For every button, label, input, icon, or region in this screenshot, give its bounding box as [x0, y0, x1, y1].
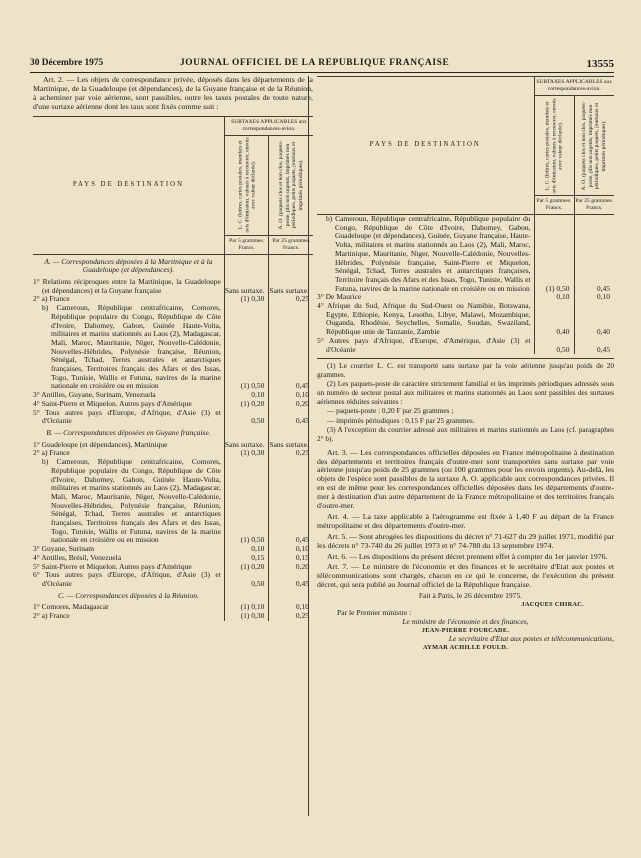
lc-rate: Sans surtaxe.: [224, 441, 269, 450]
table-row: [33, 409, 313, 426]
left-column: [33, 76, 313, 621]
destination-label: 4° Afrique du Sud, Afrique du Sud-Ouest ou Namibie, Botswana, Egypte, Ethiopie, Kenya, Lesotho, Libye, Malawi, Mozambique, Ouganda, Rhodésie, Seychelles, Somalie, Soudan, Swaziland, République unie de Tanzanie, Zambie: [317, 301, 531, 337]
article-7: Art. 7. — Le ministre de l'économie et des finances et le secrétaire d'Etat aux postes et télécommunications sont chargés, chacun en ce qui le concerne, de l'exécution du présent décret, qui sera publié au Journal officiel de la République française.: [317, 562, 614, 590]
ao-rate: 0,40: [574, 302, 614, 337]
destination-label: 1° Relations réciproques entre la Martinique, la Guadeloupe (et dépendances) et la Guyane française: [33, 277, 221, 295]
destination-label: b) Cameroun, République centrafricaine, Comores, République populaire du Congo, République de Côte d'Ivoire, Dahomey, Gabon, Guinée Haute-Volta, militaires et marins stationnés au Laos (2), Madagascar, Mali, Maroc, Mauritanie, Niger, Nouvelle-Calédonie, Nouvelles-Hébrides, Polynésie française, Réunion, Sénégal, Tchad, Terres australes et antarctiques françaises, Territoires français des Afars et des Issas, Togo, Tunisie, Wallis et Futuna, navires de la marine nationale en croisière ou en mission: [42, 303, 221, 391]
footnote: (3) A l'exception du courrier adressé aux militaires et marins stationnés au Laos (cf. paragraphes 2° b).: [317, 425, 614, 443]
table-row: [317, 337, 614, 354]
table-row: [33, 426, 313, 441]
lc-rate: (1) 0,30: [224, 449, 269, 458]
ao-rate: 0,20: [269, 400, 313, 409]
ao-rate: 0,45: [269, 409, 313, 426]
table-head-ao-right: A. O. (paquets clos et non clos, paquets-poste, plis non urgents, imprimés non périodiques, petits paquets, journaux et imprimés périodiques).: [574, 96, 614, 196]
destination-label: b) Cameroun, République centrafricaine, Comores, République populaire du Congo, République de Côte d'Ivoire, Dahomey, Gabon, Guinée Haute-Volta, militaires et marins stationnés au Laos (2), Madagascar, Mali, Maroc, Mauritanie, Niger, Nouvelle-Calédonie, Nouvelles-Hébrides, Polynésie française, Réunion, Sénégal, Tchad, Terres australes et antarctiques françaises, Territoires français des Afars et des Issas, Togo, Tunisie, Wallis et Futuna, navires de la marine nationale en croisière ou en mission: [42, 457, 221, 545]
lc-rate: 0,15: [224, 554, 269, 563]
ao-rate: Sans surtaxe.: [269, 278, 313, 295]
destination-label: C. — Correspondances déposées à la Réunion.: [57, 590, 199, 600]
ao-rate: 0,45: [269, 304, 313, 391]
table-head-destination-right: PAYS DE DESTINATION: [317, 77, 534, 215]
table-head-unit-lc: Par 5 grammes. Francs.: [224, 235, 269, 254]
lc-rate: [224, 426, 269, 441]
destination-label: 3° De Maurice: [317, 292, 362, 302]
header-rule: [30, 72, 614, 73]
signer-fould: AYMAR ACHILLE FOULD.: [422, 643, 508, 651]
destination-label: 3° Guyane, Surinam: [33, 544, 95, 554]
destination-label: 2° a) France: [33, 448, 70, 458]
ao-rate: 0,25: [269, 612, 313, 621]
secretary-ptt-title: Le secrétaire d'Etat aux postes et télécommunications,: [448, 634, 614, 644]
table-head-ao: A. O. (paquets clos et non clos, paquets-poste, plis non urgents, imprimés non périodiques, petits paquets, journaux et imprimés périodiques).: [269, 135, 313, 235]
article-4: Art. 4. — La taxe applicable à l'aérogramme est fixée à 1,40 F au départ de la France métropolitaine et des départements d'outre-mer.: [317, 511, 614, 530]
right-column: [317, 76, 614, 652]
signer-chirac: JACQUES CHIRAC.: [521, 600, 584, 608]
article-3: Art. 3. — Les correspondances officielles déposées en France métropolitaine à destination des départements et territoires français d'outre-mer sont transportées sans surtaxe par voie aérienne jusqu'au poids de 25 grammes (ou 100 grammes pour les envois urgents). Au-delà, les objets de l'espèce sont passibles de la surtaxe A. O. applicable aux correspondances privées. Il en est de même pour les correspondances officielles déposées dans les départements d'outre-mer à destination d'un autre département de la France métropolitaine et des territoires français d'outre-mer.: [317, 447, 614, 511]
signature-block: [317, 592, 614, 652]
ao-rate: 0,45: [574, 215, 614, 294]
destination-label: 1° Guadeloupe (et dépendances), Martinique: [33, 439, 168, 449]
table-row: [317, 215, 614, 294]
table-head-unit-ao: Par 25 grammes. Francs.: [269, 235, 313, 254]
lc-rate: 0,50: [224, 409, 269, 426]
table-head-destination: PAYS DE DESTINATION: [33, 116, 224, 254]
destination-label: 3° Antilles, Guyane, Surinam, Venezuela: [33, 390, 156, 400]
header-date: 30 Décembre 1975: [30, 58, 104, 68]
table-row: [33, 441, 313, 450]
destination-label: A. — Correspondances déposées à la Martinique et à la Guadeloupe (et dépendances).: [44, 256, 213, 275]
ao-rate: 0,45: [269, 571, 313, 588]
table-row: [33, 278, 313, 295]
footnote: (2) Les paquets-poste de caractère strictement familial et les imprimés périodiques adressés sous un numéro de secteur postal aux militaires et marins stationnés au Laos sont passibles des surtaxes aériennes réduites suivantes :: [317, 379, 614, 406]
destination-label: B. — Correspondances déposées en Guyane française.: [46, 427, 211, 437]
table-head-unit-ao-right: Par 25 grammes. Francs.: [574, 196, 614, 215]
lc-rate: (1) 0,10: [224, 603, 269, 612]
table-row: [33, 458, 313, 545]
lc-rate: (1) 0,20: [224, 563, 269, 572]
table-row: [317, 302, 614, 337]
destination-label: 1° Comores, Madagascar: [33, 602, 109, 612]
destination-label: 5° Saint-Pierre et Miquelon. Autres pays d'Amérique: [33, 561, 192, 571]
ao-rate: 0,10: [269, 545, 313, 554]
lc-rate: 0,50: [224, 571, 269, 588]
ao-rate: 0,10: [574, 293, 614, 302]
ao-rate: 0,20: [269, 563, 313, 572]
lc-rate: 0,50: [534, 337, 574, 354]
ao-rate: 0,45: [269, 458, 313, 545]
article-5: Art. 5. — Sont abrogées les dispositions du décret n° 71-627 du 29 juillet 1971, modifié par les décrets n° 73-740 du 26 juillet 1973 et n° 74-780 du 13 septembre 1974.: [317, 531, 614, 550]
place-date: Fait à Paris, le 26 décembre 1975.: [418, 591, 523, 601]
article-2-intro: Art. 2. — Les objets de correspondance privée, déposés dans les départements de la Martinique, de la Guadeloupe (et dépendances), de la Guyane française et de la Réunion, à acheminer par voie aérienne, sont passibles, outre les taxes postales de toute nature, d'une surtaxe aérienne dont les taux sont fixés comme suit :: [33, 75, 313, 111]
table-row: [33, 304, 313, 391]
lc-rate: (1) 0,50: [224, 458, 269, 545]
destination-label: 5° Tous autres pays d'Europe, d'Afrique, d'Asie (3) et d'Océanie: [33, 407, 221, 426]
page-header: [30, 58, 614, 70]
ao-rate: 0,45: [574, 337, 614, 354]
footnote: — imprimés périodiques : 0,15 F par 25 grammes.: [327, 415, 475, 425]
ao-rate: 0,10: [269, 391, 313, 400]
lc-rate: 0,10: [534, 293, 574, 302]
table-head-lc: L. C. (lettres, cartes postales, mandats et avis d'émission, valeurs à recouvrer, envois avec valeur déclarée).: [224, 135, 269, 235]
lc-rate: 0,10: [224, 545, 269, 554]
minister-finance-title: Le ministre de l'économie et des finances,: [402, 616, 529, 626]
ao-rate: [269, 589, 313, 604]
table-head-lc-right: L. C. (lettres, cartes postales, mandats et avis d'émission, valeurs à recouvrer, envois avec valeur déclarée).: [534, 96, 574, 196]
header-title: JOURNAL OFFICIEL DE LA REPUBLIQUE FRANÇAISE: [180, 58, 450, 68]
lc-rate: Sans surtaxe.: [224, 278, 269, 295]
destination-label: 6° Tous autres pays d'Europe, d'Afrique, d'Asie (3) et d'Océanie: [33, 570, 221, 588]
article-6: Art. 6. — Les dispositions du présent décret prennent effet à compter du 1er janvier 1976.: [327, 551, 608, 561]
ao-rate: [269, 254, 313, 278]
lc-rate: 0,40: [534, 302, 574, 337]
table-row: [33, 254, 313, 278]
lc-rate: [224, 254, 269, 278]
signer-fourcade: JEAN-PIERRE FOURCADE.: [421, 626, 510, 634]
table-head-surtaxes-right: SURTAXES APPLICABLES aux correspondances-avion.: [534, 77, 614, 96]
destination-label: b) Cameroun, République centrafricaine, République populaire du Congo, République de Côte d'Ivoire, Dahomey, Gabon, Guadeloupe (et dépendances), Guinée, Guyane française, Haute-Volta, militaires et marins stationnés au Laos (2), Mali, Maroc, Martinique, Mauritanie, Niger, Nouvelle-Calédonie, Nouvelles-Hébrides, Polynésie française, Saint-Pierre et Miquelon, Sénégal, Tchad, Terres australes et antarctiques françaises, Territoire français des Afars et des Issas, Togo, Tunisie, Wallis et Futuna, navires de la marine nationale en croisière ou en mission: [326, 214, 531, 293]
ao-rate: Sans surtaxe.: [269, 441, 313, 450]
destination-label: 4° Saint-Pierre et Miquelon. Autres pays d'Amérique: [33, 398, 192, 408]
table-row: [33, 589, 313, 604]
destination-label: 4° Antilles, Brésil, Venezuela: [33, 552, 122, 562]
ao-rate: 0,25: [269, 449, 313, 458]
lc-rate: (1) 0,30: [224, 612, 269, 621]
ao-rate: 0,25: [269, 295, 313, 304]
lc-rate: [224, 589, 269, 604]
table-row: [33, 571, 313, 588]
footnotes: [317, 358, 614, 443]
lc-rate: 0,10: [224, 391, 269, 400]
ao-rate: 0,10: [269, 603, 313, 612]
table-row: [33, 603, 313, 612]
table-head-unit-lc-right: Par 5 grammes. Francs.: [534, 196, 574, 215]
table-head-surtaxes: SURTAXES APPLICABLES aux correspondances-avion.: [224, 116, 313, 135]
by-prime-minister: Par le Premier ministre :: [337, 608, 412, 618]
ao-rate: 0,15: [269, 554, 313, 563]
table-body-right: [317, 215, 614, 355]
articles: [317, 449, 614, 591]
destination-label: 2° a) France: [33, 611, 70, 621]
table-body-left: [33, 254, 313, 621]
ao-rate: [269, 426, 313, 441]
header-page-number: 13555: [586, 58, 614, 70]
footnote: — paquets-poste : 0,20 F par 25 grammes ;: [327, 406, 454, 416]
surtax-table-left: [33, 116, 313, 621]
lc-rate: (1) 0,50: [224, 304, 269, 391]
table-row: [33, 612, 313, 621]
footnote: (1) Le courrier L. C. est transporté sans surtaxe par la voie aérienne jusqu'au poids de 20 grammes.: [317, 361, 614, 379]
surtax-table-right: [317, 76, 614, 354]
destination-label: 5° Autres pays d'Afrique, d'Europe, d'Amérique, d'Asie (3) et d'Océanie: [317, 335, 531, 354]
lc-rate: (1) 0,20: [224, 400, 269, 409]
lc-rate: (1) 0,30: [224, 295, 269, 304]
lc-rate: (1) 0,50: [534, 215, 574, 294]
destination-label: 2° a) France: [33, 294, 70, 304]
